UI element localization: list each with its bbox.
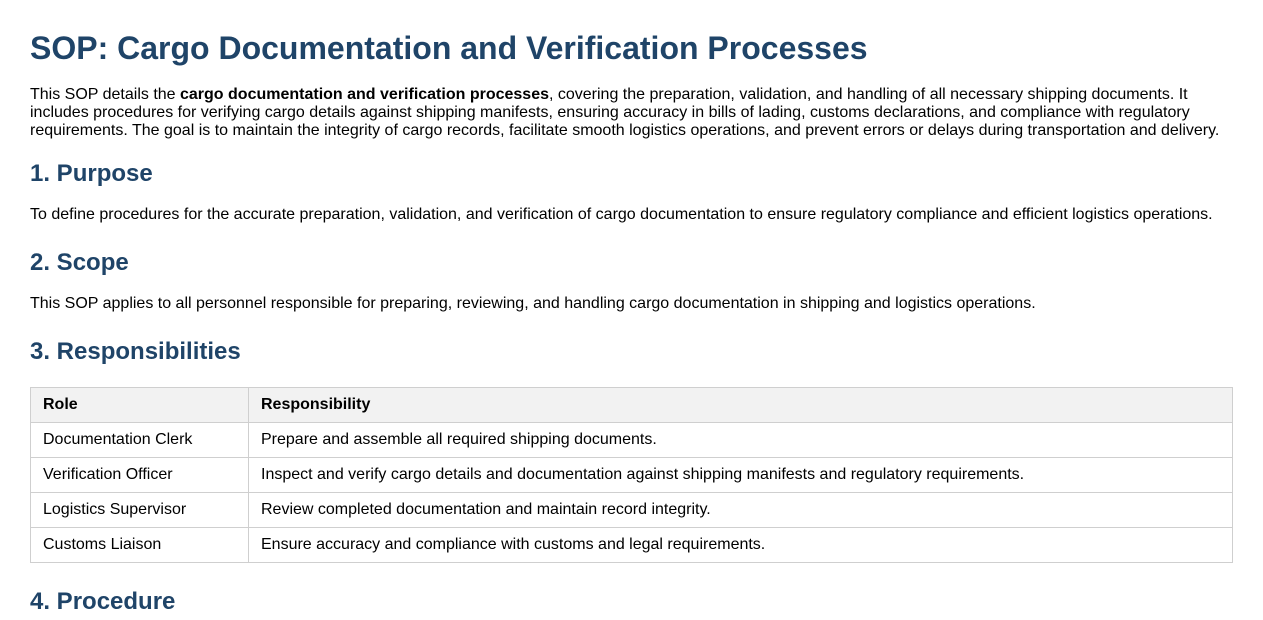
responsibility-cell: Inspect and verify cargo details and documentation against shipping manifests and regulatory requirements. — [249, 458, 1233, 493]
intro-text-end: , covering the preparation, validation, and handling of all necessary shipping documents. It includes procedures for verifying cargo details against shipping manifests, ensuring accuracy in bills of lading, customs declarations, and compliance with regulatory requirements. The goal is to maintain the integrity of cargo records, facilitate smooth logistics operations, and prevent errors or delays during transportation and delivery. — [30, 86, 1220, 139]
role-cell: Logistics Supervisor — [31, 493, 249, 528]
responsibilities-table — [30, 387, 1233, 563]
column-header-role: Role — [31, 388, 249, 423]
table-row — [31, 493, 1233, 528]
table-row — [31, 528, 1233, 563]
procedure-heading: 4. Procedure — [30, 588, 176, 615]
responsibility-cell: Review completed documentation and maintain record integrity. — [249, 493, 1233, 528]
scope-text: This SOP applies to all personnel responsible for preparing, reviewing, and handling cargo documentation in shipping and logistics operations. — [30, 295, 1036, 312]
scope-heading: 2. Scope — [30, 249, 129, 276]
responsibilities-heading: 3. Responsibilities — [30, 338, 241, 365]
role-cell: Verification Officer — [31, 458, 249, 493]
intro-text-bold: cargo documentation and verification processes — [180, 86, 549, 103]
responsibility-cell: Ensure accuracy and compliance with customs and legal requirements. — [249, 528, 1233, 563]
column-header-responsibility: Responsibility — [249, 388, 1233, 423]
table-header-row — [31, 388, 1233, 423]
table-row — [31, 458, 1233, 493]
page-title: SOP: Cargo Documentation and Verification Processes — [30, 30, 868, 66]
table-row — [31, 423, 1233, 458]
role-cell: Customs Liaison — [31, 528, 249, 563]
intro-paragraph — [30, 86, 1233, 140]
intro-text-start: This SOP details the — [30, 86, 180, 103]
purpose-heading: 1. Purpose — [30, 160, 153, 187]
purpose-text: To define procedures for the accurate preparation, validation, and verification of cargo documentation to ensure regulatory compliance and efficient logistics operations. — [30, 206, 1213, 223]
responsibility-cell: Prepare and assemble all required shipping documents. — [249, 423, 1233, 458]
role-cell: Documentation Clerk — [31, 423, 249, 458]
